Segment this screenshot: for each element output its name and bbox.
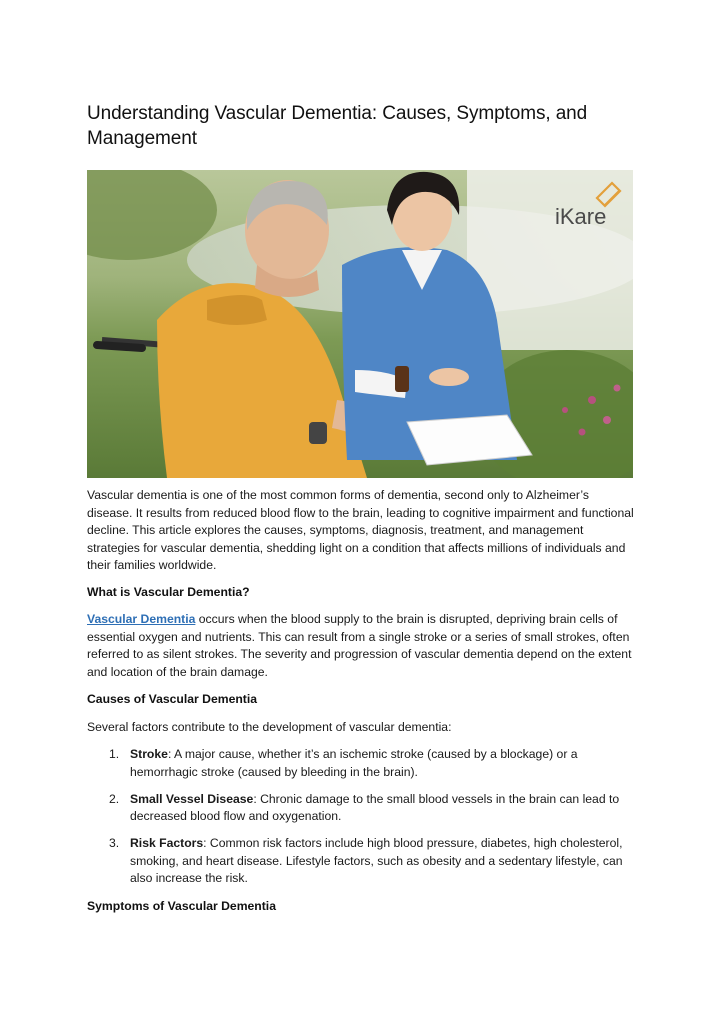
- causes-intro: Several factors contribute to the development of vascular dementia:: [87, 720, 452, 734]
- page-title: Understanding Vascular Dementia: Causes, Symptoms, and Management: [87, 103, 588, 149]
- list-item: [87, 791, 635, 826]
- what-is-paragraph: [87, 611, 635, 681]
- vascular-dementia-link[interactable]: Vascular Dementia: [87, 612, 196, 626]
- what-is-text: occurs when the blood supply to the brain is disrupted, depriving brain cells of essential oxygen and nutrients. This can result from a single stroke or a series of small strokes, often referred to as silent strokes. The severity and progression of vascular dementia depend on the extent and location of the brain damage.: [87, 612, 632, 679]
- list-text: : A major cause, whether it’s an ischemic stroke (caused by a blockage) or a hemorrhagic stroke (caused by bleeding in the brain).: [130, 747, 578, 779]
- list-term: Small Vessel Disease: [130, 791, 254, 806]
- section-heading-symptoms: Symptoms of Vascular Dementia: [87, 899, 276, 913]
- list-number: 1.: [109, 747, 120, 761]
- causes-list: [87, 746, 635, 897]
- hero-image: [87, 170, 633, 478]
- list-term: Stroke: [130, 747, 168, 761]
- list-item: [87, 746, 635, 781]
- logo-text: iKare: [555, 204, 607, 229]
- list-item: [87, 835, 635, 888]
- list-text: : Common risk factors include high blood pressure, diabetes, high cholesterol, smoking, and heart disease. Lifestyle factors, such as obesity and a sedentary lifestyle, can also increase the risk.: [130, 836, 623, 885]
- list-text: : Chronic damage to the small blood vessels in the brain can lead to decreased blood flow and oxygenation.: [130, 791, 620, 823]
- list-number: 3.: [109, 836, 120, 850]
- section-heading-what-is: What is Vascular Dementia?: [87, 585, 250, 599]
- list-number: 2.: [109, 791, 120, 806]
- list-term: Risk Factors: [130, 836, 204, 850]
- section-heading-causes: Causes of Vascular Dementia: [87, 692, 258, 706]
- intro-paragraph: Vascular dementia is one of the most common forms of dementia, second only to Alzheimer’s disease. It results from reduced blood flow to the brain, leading to cognitive impairment and functional decline. This article explores the causes, symptoms, diagnosis, treatment, and management strategies for vascular dementia, shedding light on a condition that affects millions of individuals and their families worldwide.: [87, 488, 634, 572]
